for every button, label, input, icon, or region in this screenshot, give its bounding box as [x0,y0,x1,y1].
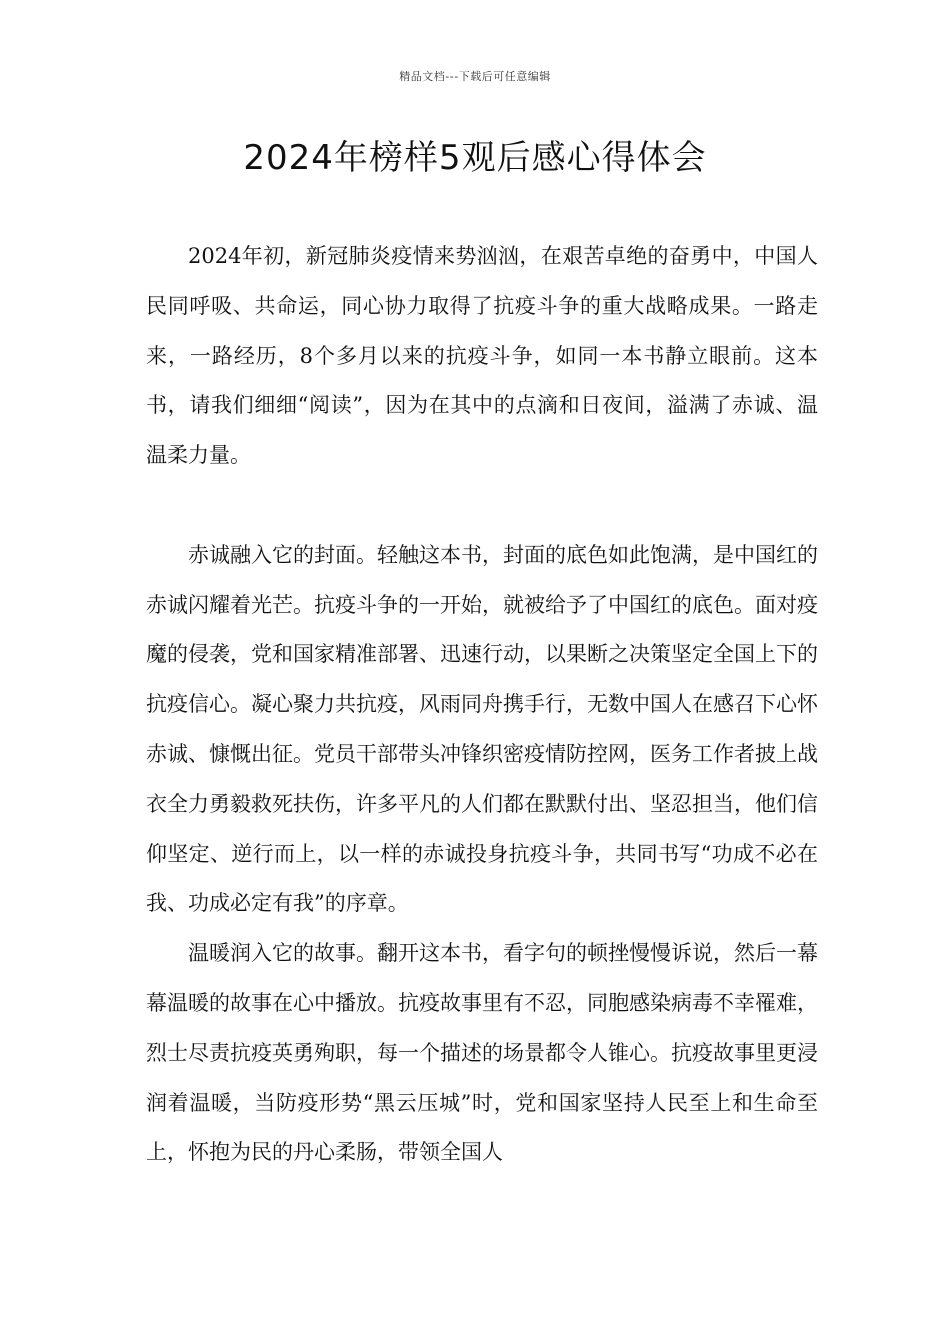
paragraph-cover: 赤诚融入它的封面。轻触这本书，封面的底色如此饱满，是中国红的赤诚闪耀着光芒。抗疫斗争的一开始，就被给予了中国红的底色。面对疫魔的侵袭，党和国家精准部署、迅速行动，以果断之决策坚定全国上下的抗疫信心。凝心聚力共抗疫，风雨同舟携手行，无数中国人在感召下心怀赤诚、慷慨出征。党员干部带头冲锋织密疫情防控网，医务工作者披上战衣全力勇毅救死扶伤，许多平凡的人们都在默默付出、坚忍担当，他们信仰坚定、逆行而上，以一样的赤诚投身抗疫斗争，共同书写“功成不必在我、功成必定有我”的序章。 [146,542,818,916]
document-body [146,232,818,1178]
document-title: 2024年榜样5观后感心得体会 [243,138,707,178]
paragraph-story: 温暖润入它的故事。翻开这本书，看字句的顿挫慢慢诉说，然后一幕幕温暖的故事在心中播放。抗疫故事里有不忍，同胞感染病毒不幸罹难，烈士尽责抗疫英勇殉职，每一个描述的场景都令人锥心。抗疫故事里更浸润着温暖，当防疫形势“黑云压城”时，党和国家坚持人民至上和生命至上，怀抱为民的丹心柔肠，带领全国人 [146,941,818,1165]
header-note: 精品文档---下载后可任意编辑 [399,70,551,83]
paragraph-intro: 2024年初，新冠肺炎疫情来势汹汹，在艰苦卓绝的奋勇中，中国人民同呼吸、共命运，同心协力取得了抗疫斗争的重大战略成果。一路走来，一路经历，8个多月以来的抗疫斗争，如同一本书静立眼前。这本书，请我们细细“阅读”，因为在其中的点滴和日夜间，溢满了赤诚、温温柔力量。 [146,244,818,468]
paragraph-spacer [146,481,818,531]
